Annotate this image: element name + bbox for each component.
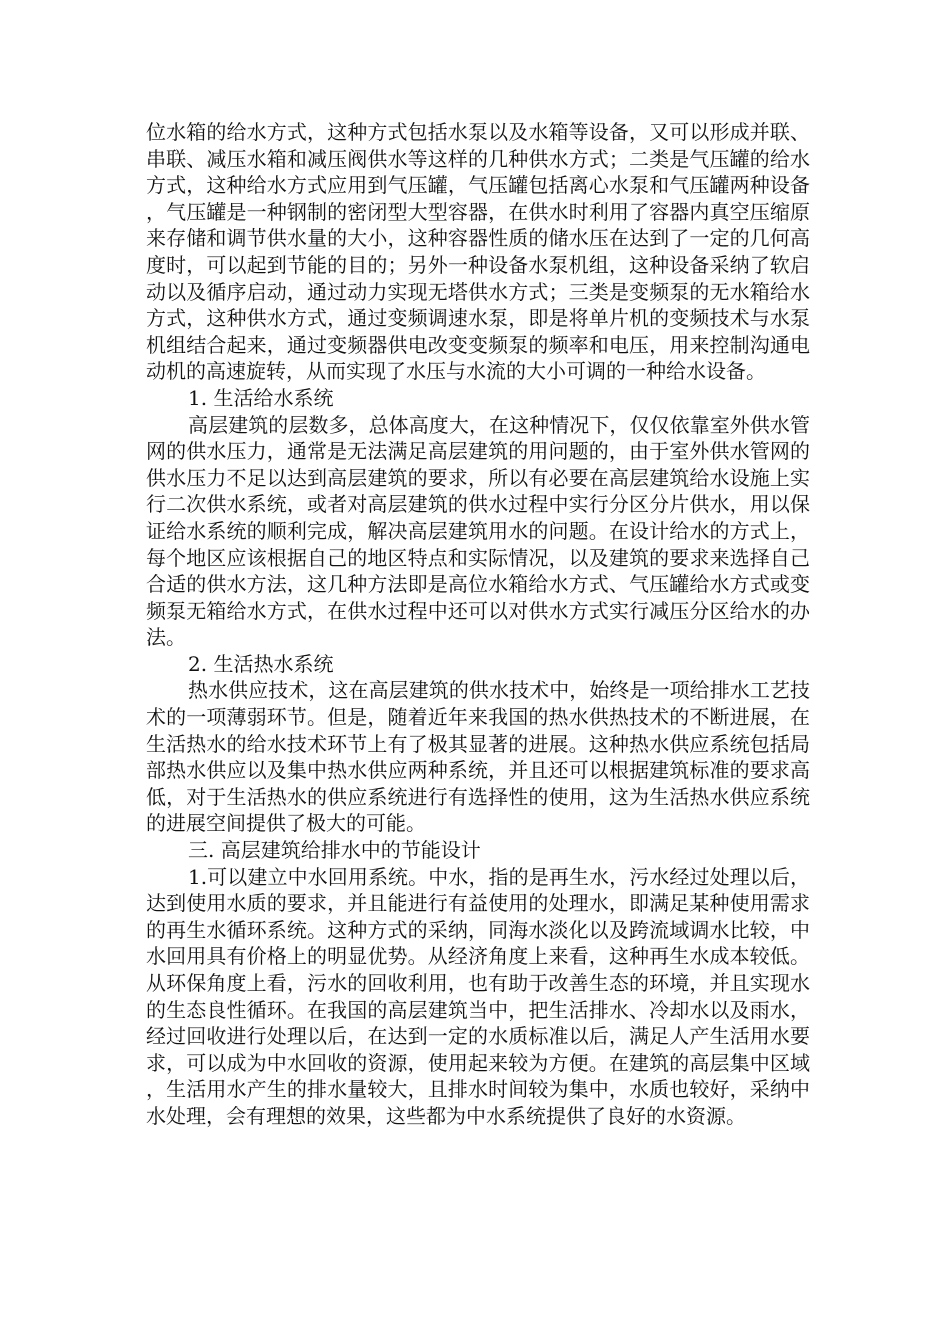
paragraph-water-supply-methods: 位水箱的给水方式，这种方式包括水泵以及水箱等设备，又可以形成并联、串联、减压水箱和减压阀供水等这样的几种供水方式；二类是气压罐的给水方式，这种给水方式应用到气压罐，气压罐包括离心水泵和气压罐两种设备，气压罐是一种钢制的密闭型大型容器，在供水时利用了容器内真空压缩原来存储和调节供水量的大小，这种容器性质的储水压在达到了一定的几何高度时，可以起到节能的目的；另外一种设备水泵机组，这种设备采纳了软启动以及循序启动，通过动力实现无塔供水方式；三类是变频泵的无水箱给水方式，这种供水方式，通过变频调速水泵，即是将单片机的变频技术与水泵机组结合起来，通过变频器供电改变变频泵的频率和电压，用来控制沟通电动机的高速旋转，从而实现了水压与水流的大小可调的一种给水设备。 [146, 120, 810, 384]
paragraph-domestic-water-supply: 高层建筑的层数多，总体高度大，在这种情况下，仅仅依靠室外供水管网的供水压力，通常是无法满足高层建筑的用问题的，由于室外供水管网的供水压力不足以达到高层建筑的要求，所以有必要在高层建筑给水设施上实行二次供水系统，或者对高层建筑的供水过程中实行分区分片供水，用以保证给水系统的顺利完成，解决高层建筑用水的问题。在设计给水的方式上，每个地区应该根据自己的地区特点和实际情况，以及建筑的要求来选择自己合适的供水方法，这几种方法即是高位水箱给水方式、气压罐给水方式或变频泵无箱给水方式，在供水过程中还可以对供水方式实行减压分区给水的办法。 [146, 412, 810, 650]
paragraph-domestic-hot-water: 热水供应技术，这在高层建筑的供水技术中，始终是一项给排水工艺技术的一项薄弱环节。但是，随着近年来我国的热水供热技术的不断进展，在生活热水的给水技术环节上有了极其显著的进展。这种热水供应系统包括局部热水供应以及集中热水供应两种系统，并且还可以根据建筑标准的要求高低，对于生活热水的供应系统进行有选择性的使用，这为生活热水供应系统的进展空间提供了极大的可能。 [146, 678, 810, 836]
document-body [146, 119, 810, 1130]
heading-domestic-hot-water: 2. 生活热水系统 [188, 651, 334, 676]
paragraph-reclaimed-water: 1.可以建立中水回用系统。中水，指的是再生水，污水经过处理以后，达到使用水质的要求，并且能进行有益使用的处理水，即满足某种使用需求的再生水循环系统。这种方式的采纳，同海水淡化以及跨流域调水比较，中水回用具有价格上的明显优势。从经济角度上来看，这种再生水成本较低。从环保角度上看，污水的回收利用，也有助于改善生态的环境，并且实现水的生态良性循环。在我国的高层建筑当中，把生活排水、冷却水以及雨水，经过回收进行处理以后，在达到一定的水质标准以后，满足人产生活用水要求，可以成为中水回收的资源，使用起来较为方便。在建筑的高层集中区域，生活用水产生的排水量较大，且排水时间较为集中，水质也较好，采纳中水处理，会有理想的效果，这些都为中水系统提供了良好的水资源。 [146, 864, 810, 1128]
heading-energy-saving-design: 三. 高层建筑给排水中的节能设计 [188, 838, 481, 863]
heading-domestic-water-supply: 1. 生活给水系统 [188, 385, 334, 410]
